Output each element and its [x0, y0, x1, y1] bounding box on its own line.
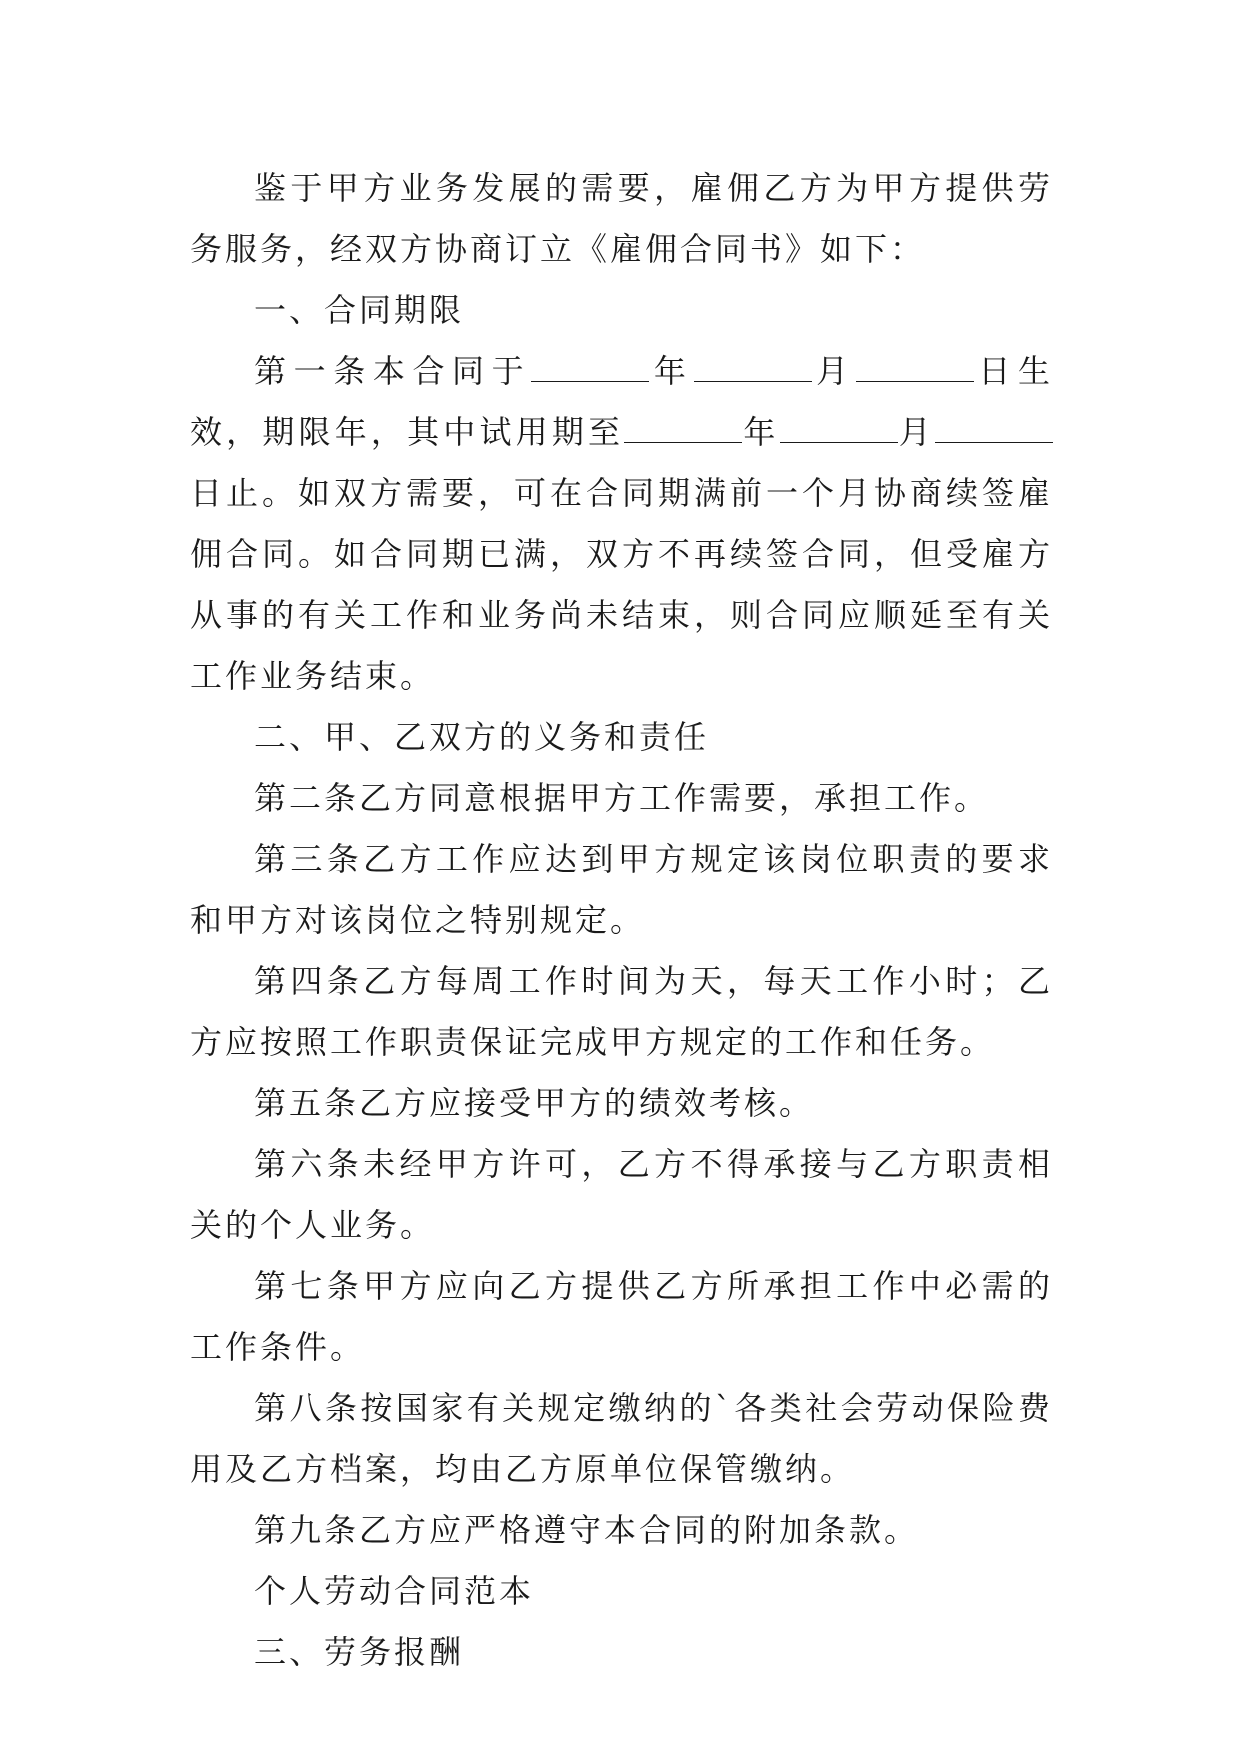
article-1-text-c: 日止。如双方需要，可在合同期满前一个月协商续签雇佣合同。如合同期已满，双方不再续签合同，但受雇方从事的有关工作和业务尚未结束，则合同应顺延至有关工作业务结束。	[190, 474, 1053, 695]
article-3-paragraph: 第三条乙方工作应达到甲方规定该岗位职责的要求和甲方对该岗位之特别规定。	[190, 840, 1053, 939]
article-8-paragraph: 第八条按国家有关规定缴纳的`各类社会劳动保险费用及乙方档案，均由乙方原单位保管缴纳。	[190, 1389, 1053, 1488]
article-5-paragraph: 第五条乙方应接受甲方的绩效考核。	[254, 1084, 815, 1122]
section-heading-remuneration: 三、劳务报酬	[254, 1633, 465, 1671]
contract-page	[190, 158, 1053, 1683]
article-1-text-a: 第一条本合同于	[254, 352, 532, 390]
fill-blank[interactable]	[856, 353, 974, 382]
fill-blank[interactable]	[694, 353, 812, 382]
fill-blank[interactable]	[780, 414, 898, 443]
intro-paragraph: 鉴于甲方业务发展的需要，雇佣乙方为甲方提供劳务服务，经双方协商订立《雇佣合同书》如下：	[190, 169, 1053, 268]
article-1-text-b: 日生效，期限年，其中试用期至	[190, 352, 1053, 451]
section-heading-term: 一、合同期限	[254, 291, 465, 329]
template-title: 个人劳动合同范本	[254, 1572, 535, 1610]
article-2-paragraph: 第二条乙方同意根据甲方工作需要，承担工作。	[254, 779, 990, 817]
article-7-paragraph: 第七条甲方应向乙方提供乙方所承担工作中必需的工作条件。	[190, 1267, 1053, 1366]
article-1-month-label: 月	[811, 352, 856, 390]
article-1-month-label-2: 月	[897, 413, 935, 451]
article-1-year-label-2: 年	[742, 413, 780, 451]
fill-blank[interactable]	[935, 414, 1053, 443]
article-6-paragraph: 第六条未经甲方许可，乙方不得承接与乙方职责相关的个人业务。	[190, 1145, 1053, 1244]
article-1-paragraph	[190, 341, 1053, 707]
article-1-year-label: 年	[649, 352, 694, 390]
section-heading-duties: 二、甲、乙双方的义务和责任	[254, 718, 710, 756]
fill-blank[interactable]	[624, 414, 742, 443]
fill-blank[interactable]	[531, 353, 649, 382]
article-4-paragraph: 第四条乙方每周工作时间为天，每天工作小时；乙方应按照工作职责保证完成甲方规定的工作和任务。	[190, 962, 1053, 1061]
article-9-paragraph: 第九条乙方应严格遵守本合同的附加条款。	[254, 1511, 920, 1549]
